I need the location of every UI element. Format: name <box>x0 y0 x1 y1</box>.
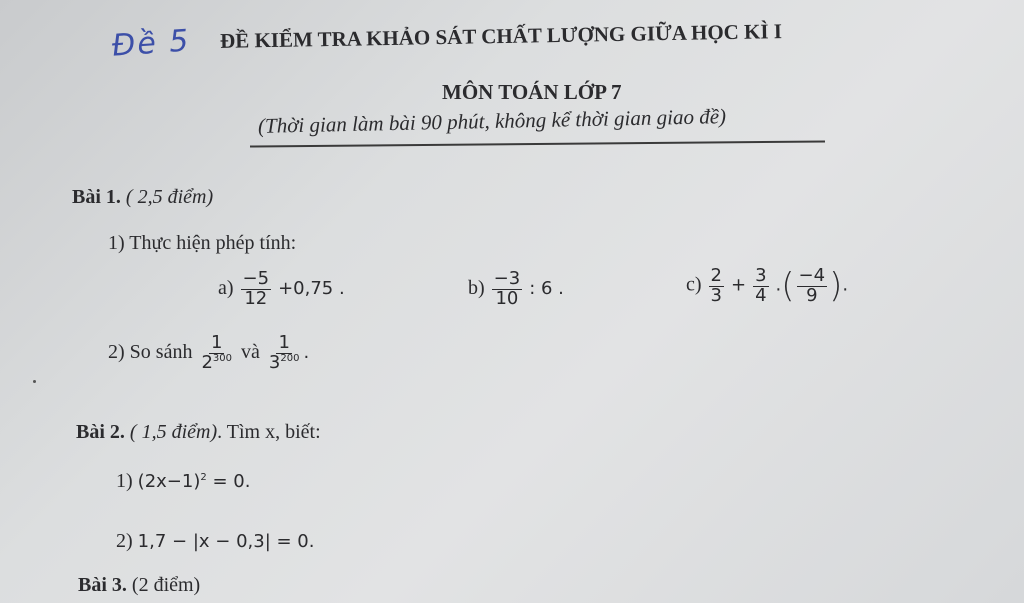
exam-subject: MÔN TOÁN LỚP 7 <box>442 80 622 104</box>
fraction-denominator <box>267 351 302 373</box>
bai1-q1: 1) Thực hiện phép tính: <box>108 232 297 254</box>
power-base: (2x−1) <box>137 471 201 492</box>
bai1-c-fraction-1 <box>709 264 724 306</box>
header-divider <box>250 140 825 147</box>
bai1-heading <box>72 186 213 209</box>
bai1-q2 <box>108 334 309 373</box>
bai1-c <box>686 266 848 306</box>
fraction-numerator: 3 <box>755 264 767 286</box>
bai1-b-rest: : 6 . <box>529 277 564 299</box>
bai1-b-label: b) <box>468 276 485 299</box>
handwritten-exam-number: Đề 5 <box>110 23 192 64</box>
bai2-label: Bài 2. <box>76 421 125 443</box>
bai2-heading <box>76 421 321 444</box>
bai2-q1-label: 1) <box>116 470 133 492</box>
fraction-denominator: 4 <box>755 284 767 306</box>
bai1-b <box>468 270 564 309</box>
exam-title: ĐỀ KIỂM TRA KHẢO SÁT CHẤT LƯỢNG GIỮA HỌC KÌ I <box>219 19 783 53</box>
bai2-q2-expr: 1,7 − |x − 0,3| = 0. <box>137 531 315 552</box>
end-period: . <box>842 274 849 296</box>
fraction-denominator: 10 <box>495 287 519 309</box>
fraction-numerator: 1 <box>278 332 290 353</box>
power-exponent: 200 <box>280 352 300 364</box>
bai2-points: ( 1,5 điểm) <box>129 421 218 443</box>
bai2-instruction: . Tìm x, biết: <box>217 421 321 443</box>
bai1-a-fraction <box>241 270 272 309</box>
bai1-q2-and: và <box>241 340 260 363</box>
end-period: . <box>303 341 310 363</box>
bai1-a <box>218 270 345 309</box>
bai1-a-rest: +0,75 . <box>278 277 345 299</box>
power-base: 2 <box>201 351 213 373</box>
fraction-denominator: 9 <box>806 284 818 306</box>
bai2-q1 <box>116 470 250 493</box>
fraction-numerator: −3 <box>493 268 521 289</box>
fraction-denominator: 12 <box>244 287 268 309</box>
bai1-c-label: c) <box>686 273 702 296</box>
left-paren: ( <box>781 266 795 306</box>
bai1-points: ( 2,5 điểm) <box>125 186 214 208</box>
fraction-denominator: 3 <box>710 284 722 306</box>
paper-speck <box>33 380 36 383</box>
power-exponent: 2 <box>200 472 207 483</box>
exam-time-note: (Thời gian làm bài 90 phút, không kể thời gian giao đề) <box>257 104 727 138</box>
bai1-q2-fraction-2 <box>267 334 302 373</box>
bai1-label: Bài 1. <box>72 186 121 208</box>
fraction-numerator: −4 <box>798 264 826 286</box>
power-exponent: 300 <box>212 352 232 364</box>
fraction-denominator <box>199 351 234 373</box>
power-base: 3 <box>268 351 281 373</box>
bai2-q2 <box>116 530 314 553</box>
bai1-a-label: a) <box>218 276 234 299</box>
bai3-label: Bài 3. <box>78 574 127 596</box>
equation-rest: = 0. <box>212 471 251 492</box>
bai3-heading <box>78 574 200 597</box>
plus-sign: + <box>731 274 747 296</box>
bai3-points: (2 điểm) <box>131 574 201 596</box>
fraction-numerator: 1 <box>211 332 223 353</box>
bai1-c-fraction-3 <box>797 264 828 306</box>
bai1-q2-fraction-1 <box>199 334 234 373</box>
fraction-numerator: −5 <box>242 268 270 289</box>
bai2-q1-expr <box>138 471 251 492</box>
bai1-q2-label: 2) So sánh <box>108 340 193 363</box>
right-paren: ) <box>829 266 843 306</box>
multiply-dot: . <box>775 274 782 296</box>
bai1-b-fraction <box>492 270 523 309</box>
bai1-c-fraction-2 <box>753 264 768 306</box>
bai2-q2-label: 2) <box>116 530 133 552</box>
fraction-numerator: 2 <box>710 264 722 286</box>
